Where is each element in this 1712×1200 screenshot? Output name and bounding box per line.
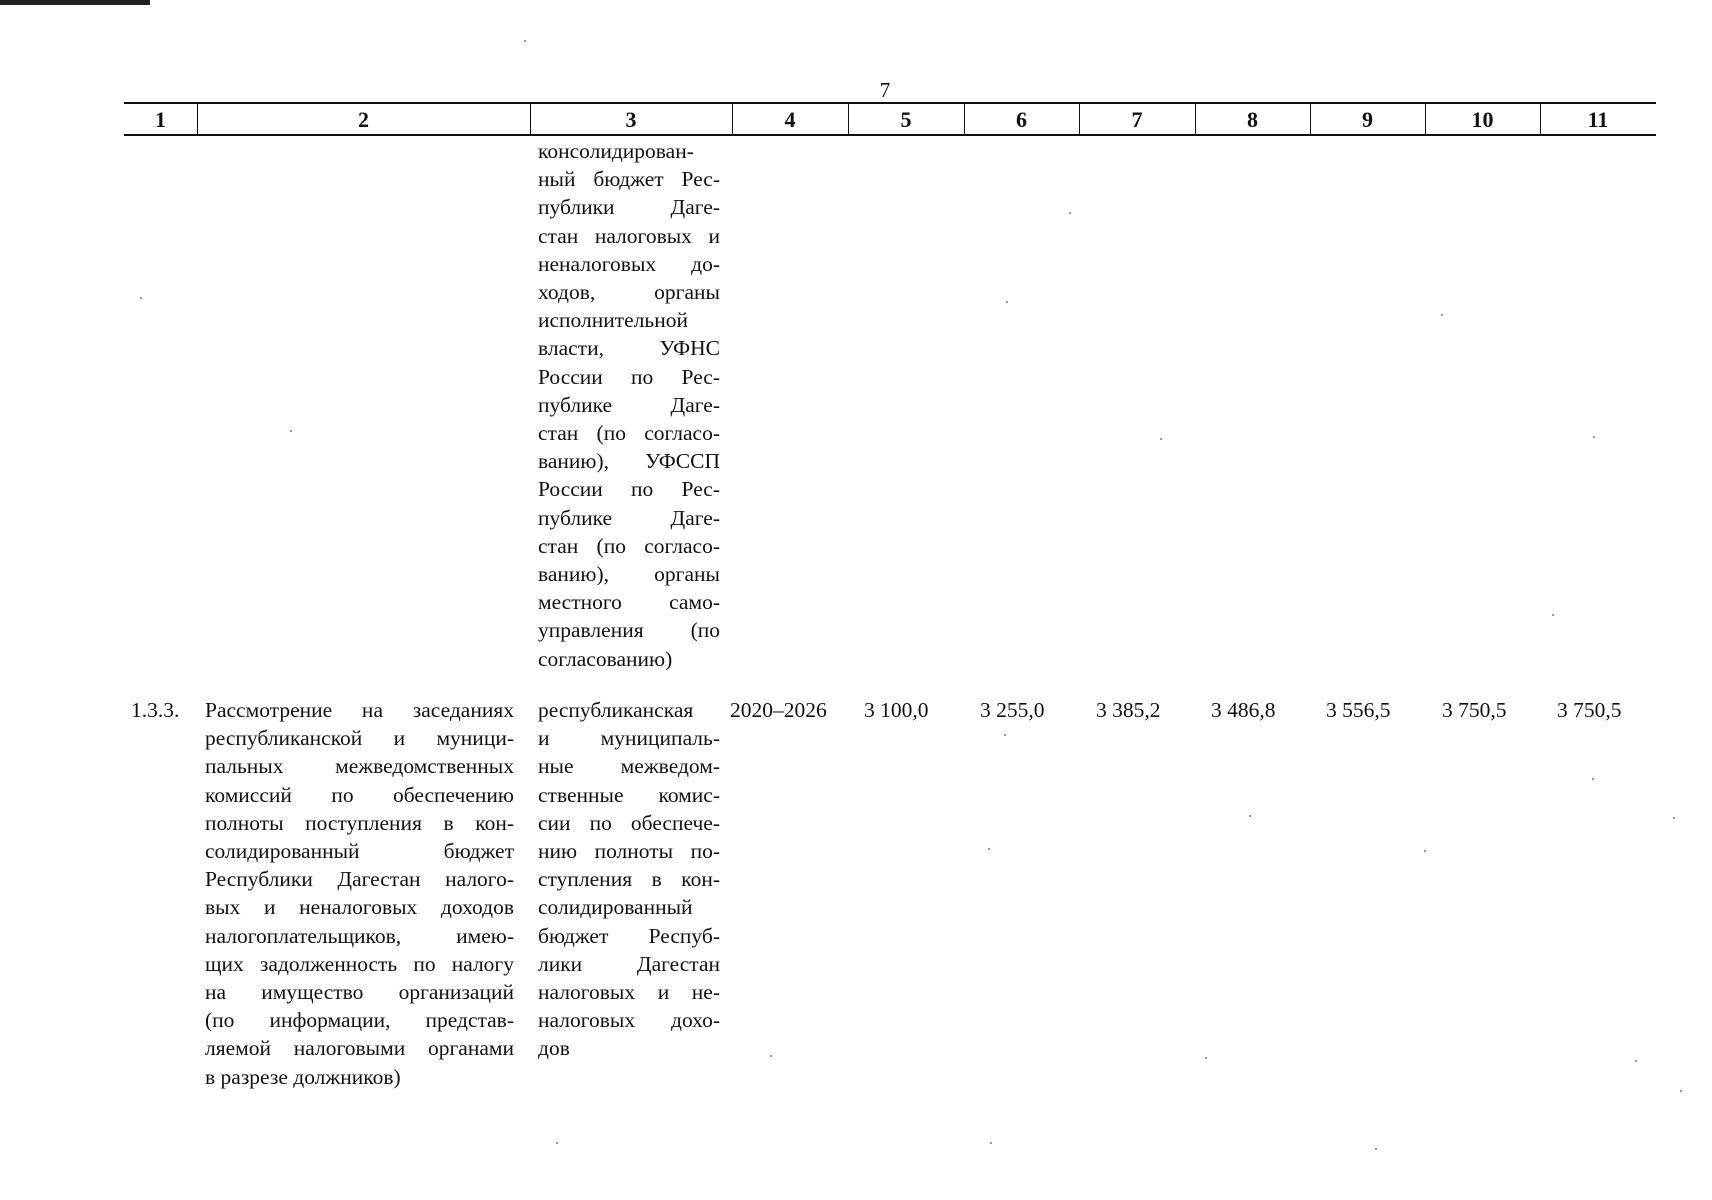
- text-line: стан (по согласо-: [538, 533, 720, 558]
- value-cell-col5: 3 100,0: [864, 698, 929, 722]
- text-line: полноты поступления в кон-: [205, 810, 514, 835]
- scan-speck: [988, 848, 990, 850]
- header-col-11: 11: [1587, 107, 1609, 132]
- scan-speck: [556, 1142, 558, 1144]
- text-line: местного само-: [538, 590, 720, 615]
- text-line: лики Дагестан: [538, 951, 720, 976]
- text-line: налогоплательщиков, имею-: [205, 923, 514, 948]
- text-line: республиканской и муници-: [205, 726, 514, 751]
- scan-speck: [1375, 1148, 1377, 1150]
- text-line: налоговых дохо-: [538, 1008, 720, 1033]
- text-line: нию полноты по-: [538, 839, 720, 864]
- scan-edge-mark: [0, 0, 150, 5]
- scan-speck: [1552, 614, 1554, 616]
- scan-speck: [1680, 1090, 1682, 1092]
- text-line: щих задолженность по налогу: [205, 951, 514, 976]
- header-col-10: 10: [1471, 107, 1494, 132]
- header-col-5: 5: [900, 107, 912, 132]
- text-line: согласованию): [538, 646, 673, 671]
- scan-speck: [770, 1055, 772, 1057]
- text-line: публике Даге-: [538, 505, 720, 530]
- text-line: России по Рес-: [538, 477, 720, 502]
- text-line: управления (по: [538, 618, 720, 643]
- scan-speck: [1593, 436, 1595, 438]
- text-line: публике Даге-: [538, 392, 720, 417]
- scan-speck: [290, 430, 292, 432]
- text-line: исполнительной: [538, 308, 688, 333]
- header-col-1: 1: [155, 107, 166, 132]
- text-line: неналоговых до-: [538, 251, 720, 276]
- scan-speck: [1006, 301, 1008, 303]
- header-top-rule: [124, 102, 1656, 104]
- value-cell-col11: 3 750,5: [1557, 698, 1622, 722]
- text-line: ступления в кон-: [538, 867, 720, 892]
- text-line: бюджет Респуб-: [538, 923, 720, 948]
- text-line: ные межведом-: [538, 754, 720, 779]
- scan-speck: [1249, 815, 1251, 817]
- scan-speck: [1160, 438, 1162, 440]
- text-line: Рассмотрение на заседаниях: [205, 698, 514, 722]
- text-line: в разрезе должников): [205, 1064, 401, 1089]
- text-line: (по информации, представ-: [205, 1008, 514, 1033]
- text-line: России по Рес-: [538, 364, 720, 389]
- scan-speck: [1635, 1060, 1637, 1062]
- value-cell-col9: 3 556,5: [1326, 698, 1391, 722]
- row-executor-cell: [538, 696, 720, 1063]
- scan-speck: [1441, 314, 1443, 316]
- header-col-8: 8: [1247, 107, 1258, 132]
- text-line: стан (по согласо-: [538, 421, 720, 446]
- value-cell-col8: 3 486,8: [1211, 698, 1276, 722]
- page-number: 7: [879, 78, 891, 102]
- continued-executor-cell: [538, 137, 720, 673]
- header-col-6: 6: [1016, 107, 1027, 132]
- text-line: солидированный: [538, 895, 693, 920]
- text-line: комиссий по обеспечению: [205, 782, 514, 807]
- text-line: ный бюджет Рес-: [538, 167, 720, 192]
- scan-speck: [1592, 778, 1594, 780]
- header-col-9: 9: [1362, 107, 1373, 132]
- text-line: ванию), УФССП: [538, 449, 720, 474]
- header-col-7: 7: [1131, 107, 1143, 132]
- text-line: публики Даге-: [538, 195, 720, 220]
- text-line: Республики Дагестан налого-: [205, 867, 514, 892]
- header-bottom-rule: [124, 134, 1656, 136]
- scan-speck: [524, 40, 526, 42]
- period-cell: 2020–2026: [730, 698, 827, 722]
- scan-speck: [1424, 850, 1426, 852]
- text-line: и муниципаль-: [538, 726, 720, 751]
- text-line: ходов, органы: [538, 280, 720, 305]
- text-line: вых и неналоговых доходов: [205, 895, 514, 920]
- text-line: ляемой налоговыми органами: [205, 1036, 514, 1061]
- text-line: сии по обеспече-: [538, 810, 720, 835]
- row-number: 1.3.3.: [131, 698, 180, 722]
- scan-speck: [1205, 1057, 1207, 1059]
- text-line: солидированный бюджет: [205, 839, 514, 864]
- text-line: на имущество организаций: [205, 980, 514, 1005]
- text-line: республиканская: [538, 698, 694, 722]
- scan-speck: [1004, 734, 1006, 736]
- value-cell-col10: 3 750,5: [1442, 698, 1507, 722]
- scan-speck: [990, 1142, 992, 1144]
- value-cell-col6: 3 255,0: [980, 698, 1045, 722]
- text-line: налоговых и не-: [538, 980, 720, 1005]
- text-line: дов: [538, 1036, 570, 1061]
- text-line: власти, УФНС: [538, 336, 720, 361]
- scan-speck: [140, 297, 142, 299]
- header-col-4: 4: [784, 107, 796, 132]
- header-col-2: 2: [358, 107, 369, 132]
- text-line: стан налоговых и: [538, 223, 720, 248]
- row-description-cell: [205, 696, 514, 1091]
- text-line: пальных межведомственных: [205, 754, 514, 779]
- scan-speck: [1673, 817, 1675, 819]
- text-line: ванию), органы: [538, 562, 720, 587]
- header-col-3: 3: [625, 107, 637, 132]
- text-line: консолидирован-: [538, 139, 694, 163]
- text-line: ственные комис-: [538, 782, 720, 807]
- scan-speck: [1069, 212, 1071, 214]
- value-cell-col7: 3 385,2: [1096, 698, 1161, 722]
